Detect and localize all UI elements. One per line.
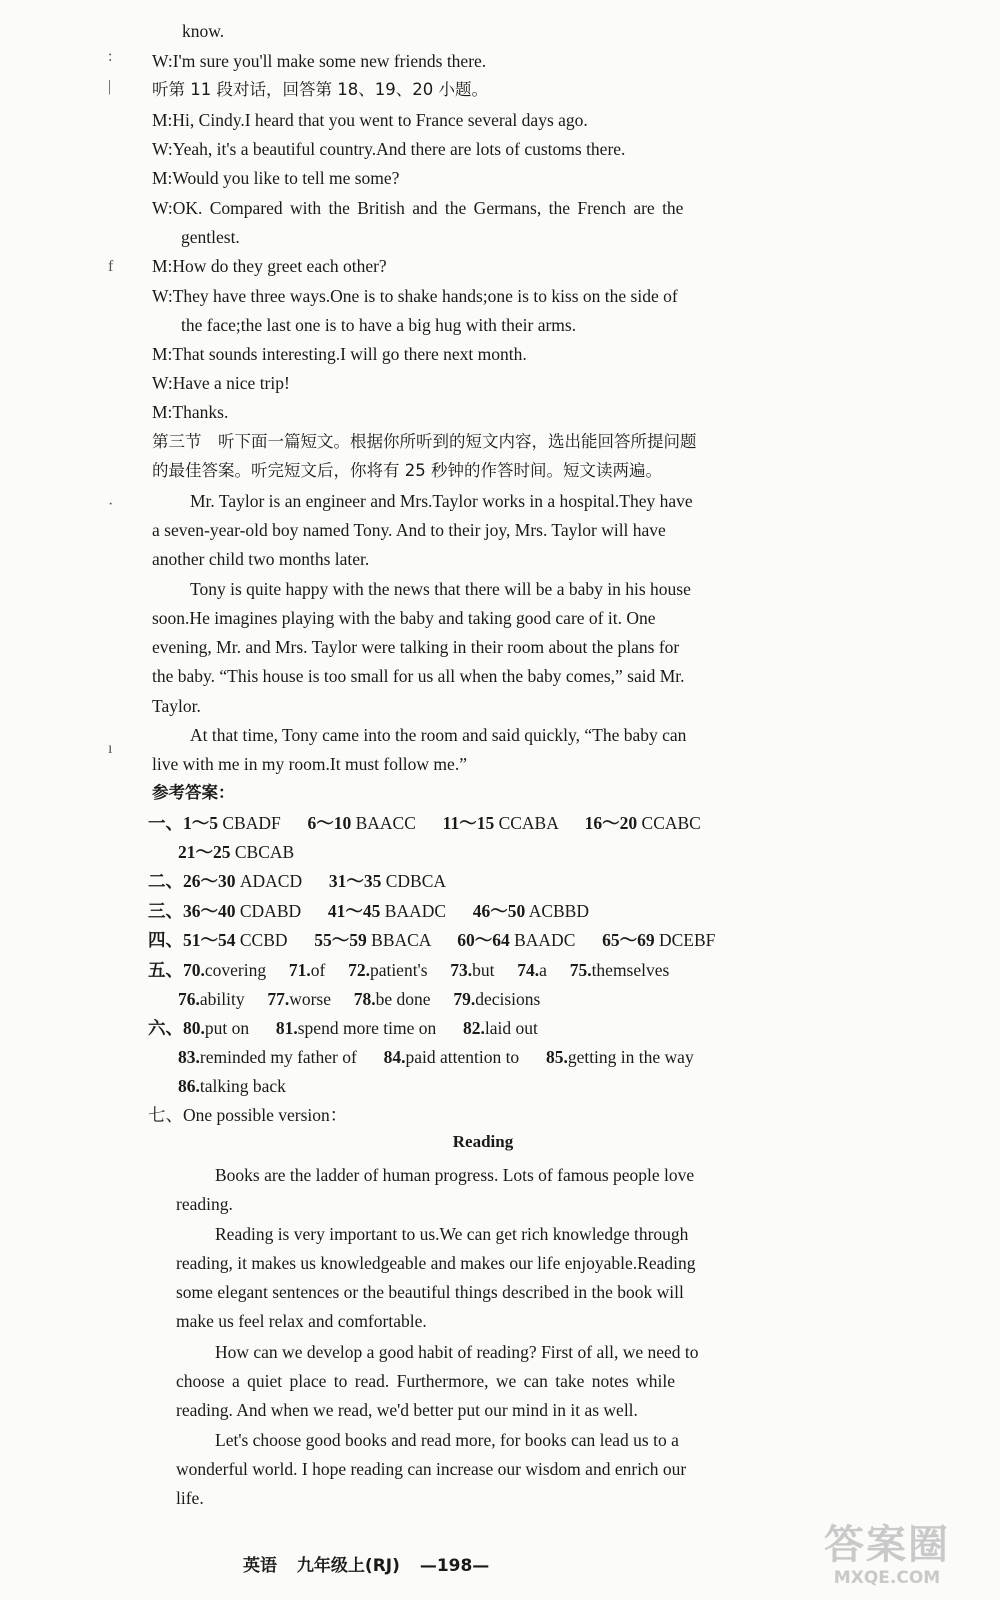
passage-line: evening, Mr. and Mrs. Taylor were talking in their room about the plans for (152, 637, 680, 657)
essay-line: reading, it makes us knowledgeable and makes our life enjoyable.Reading (176, 1253, 696, 1273)
transcript-line: W:Yeah, it's a beautiful country.And there are lots of customs there. (152, 139, 626, 159)
essay-line: choose a quiet place to read. Furthermore, we can take notes while (176, 1371, 675, 1391)
passage-line: soon.He imagines playing with the baby and taking good care of it. One (152, 608, 656, 628)
answer-group: 77.worse (267, 989, 332, 1009)
section-instruction: 的最佳答案。听完短文后，你将有 25 秒钟的作答时间。短文读两遍。 (152, 461, 662, 480)
answer-group: 41～45 BAADC (327, 901, 447, 921)
passage-line: Mr. Taylor is an engineer and Mrs.Taylor works in a hospital.They have (190, 491, 693, 511)
answer-group: 81.spend more time on (275, 1018, 437, 1038)
footer-grade: 九年级上(RJ) (296, 1556, 400, 1576)
transcript-line: M:Thanks. (152, 402, 229, 422)
answer-row (178, 987, 540, 1011)
answer-group: 82.laid out (463, 1018, 538, 1038)
margin-mark: | (108, 78, 112, 95)
answer-group: 16～20 CCABC (584, 813, 701, 833)
essay-intro: 七、One possible version： (148, 1105, 348, 1125)
answer-row (178, 1074, 286, 1098)
passage-line: live with me in my room.It must follow me.” (152, 754, 467, 774)
answer-group: 31～35 CDBCA (328, 871, 447, 891)
answer-group: 86.talking back (178, 1076, 286, 1096)
answer-row (148, 928, 715, 952)
passage-line: Taylor. (152, 696, 201, 716)
answer-group: 74.a (517, 960, 547, 980)
answer-row (148, 899, 589, 923)
margin-mark: : (108, 48, 113, 65)
answer-group: 79.decisions (453, 989, 541, 1009)
essay-line: Reading is very important to us.We can get rich knowledge through (215, 1224, 689, 1244)
transcript-line: M:Hi, Cindy.I heard that you went to France several days ago. (152, 110, 588, 130)
transcript-line: M:How do they greet each other? (152, 256, 387, 276)
transcript-line: W:Have a nice trip! (152, 373, 290, 393)
essay-line: some elegant sentences or the beautiful things described in the book will (176, 1282, 684, 1302)
answer-group: 11～15 CCABA (442, 813, 558, 833)
answer-row (178, 840, 294, 864)
answer-group: 三、36～40 CDABD (148, 901, 302, 921)
answer-group: 71.of (288, 960, 326, 980)
watermark-logo (802, 1522, 972, 1592)
answer-group: 78.be done (353, 989, 431, 1009)
answer-group: 83.reminded my father of (178, 1047, 357, 1067)
answer-group: 46～50 ACBBD (472, 901, 589, 921)
margin-mark: · (108, 496, 114, 513)
essay-line: make us feel relax and comfortable. (176, 1311, 427, 1331)
answer-group: 6～10 BAACC (307, 813, 416, 833)
passage-line: a seven-year-old boy named Tony. And to their joy, Mrs. Taylor will have (152, 520, 666, 540)
answer-row (148, 958, 669, 982)
answer-group: 55～59 BBACA (314, 930, 431, 950)
essay-line: Books are the ladder of human progress. Lots of famous people love (215, 1165, 695, 1185)
answer-group: 73.but (450, 960, 495, 980)
transcript-line: M:Would you like to tell me some? (152, 168, 400, 188)
transcript-line: W:OK. Compared with the British and the Germans, the French are the (152, 198, 684, 218)
passage-line: Tony is quite happy with the news that there will be a baby in his house (190, 579, 691, 599)
answer-group: 75.themselves (569, 960, 670, 980)
page-number: —198— (419, 1556, 490, 1576)
answer-group: 四、51～54 CCBD (148, 930, 288, 950)
answer-group: 六、80.put on (148, 1018, 250, 1038)
transcript-line: M:That sounds interesting.I will go there next month. (152, 344, 527, 364)
answer-group: 60～64 BAADC (457, 930, 576, 950)
answer-group: 85.getting in the way (545, 1047, 694, 1067)
answer-group: 65～69 DCEBF (602, 930, 716, 950)
answer-group: 76.ability (178, 989, 245, 1009)
essay-line: reading. (176, 1194, 233, 1214)
section-instruction: 听第 11 段对话，回答第 18、19、20 小题。 (152, 80, 488, 99)
watermark-site-text: MXQE.COM (833, 1568, 941, 1588)
essay-line: How can we develop a good habit of reading? First of all, we need to (215, 1342, 699, 1362)
answer-group: 二、26～30 ADACD (148, 871, 303, 891)
section-instruction: 第三节 听下面一篇短文。根据你所听到的短文内容，选出能回答所提问题 (152, 432, 697, 451)
transcript-line: W:I'm sure you'll make some new friends there. (152, 51, 487, 71)
answer-group: 84.paid attention to (383, 1047, 520, 1067)
answer-row (148, 811, 701, 835)
transcript-line: know. (182, 21, 225, 41)
answers-title: 参考答案： (152, 783, 235, 802)
answer-group: 21～25 CBCAB (178, 842, 295, 862)
transcript-line: W:They have three ways.One is to shake hands;one is to kiss on the side of (152, 286, 678, 306)
essay-line: reading. And when we read, we'd better put our mind in it as well. (176, 1400, 638, 1420)
page-footer (243, 1551, 503, 1576)
margin-mark: ı (108, 740, 113, 757)
margin-mark: f (108, 258, 114, 275)
answer-group: 一、1～5 CBADF (148, 813, 281, 833)
essay-line: wonderful world. I hope reading can increase our wisdom and enrich our (176, 1459, 687, 1479)
transcript-line: gentlest. (181, 227, 240, 247)
watermark-logo-text: 答案圈 (824, 1522, 950, 1568)
essay-title: Reading (452, 1132, 514, 1151)
answer-group: 五、70.covering (148, 960, 267, 980)
essay-line: life. (176, 1488, 204, 1508)
answer-row (148, 869, 446, 893)
passage-line: At that time, Tony came into the room and said quickly, “The baby can (190, 725, 687, 745)
answer-group: 72.patient's (348, 960, 428, 980)
answer-row (178, 1045, 694, 1069)
essay-line: Let's choose good books and read more, for books can lead us to a (215, 1430, 679, 1450)
transcript-line: the face;the last one is to have a big hug with their arms. (181, 315, 577, 335)
passage-line: another child two months later. (152, 549, 370, 569)
footer-subject: 英语 (243, 1556, 277, 1576)
passage-line: the baby. “This house is too small for us all when the baby comes,” said Mr. (152, 666, 685, 686)
answer-row (148, 1016, 538, 1040)
